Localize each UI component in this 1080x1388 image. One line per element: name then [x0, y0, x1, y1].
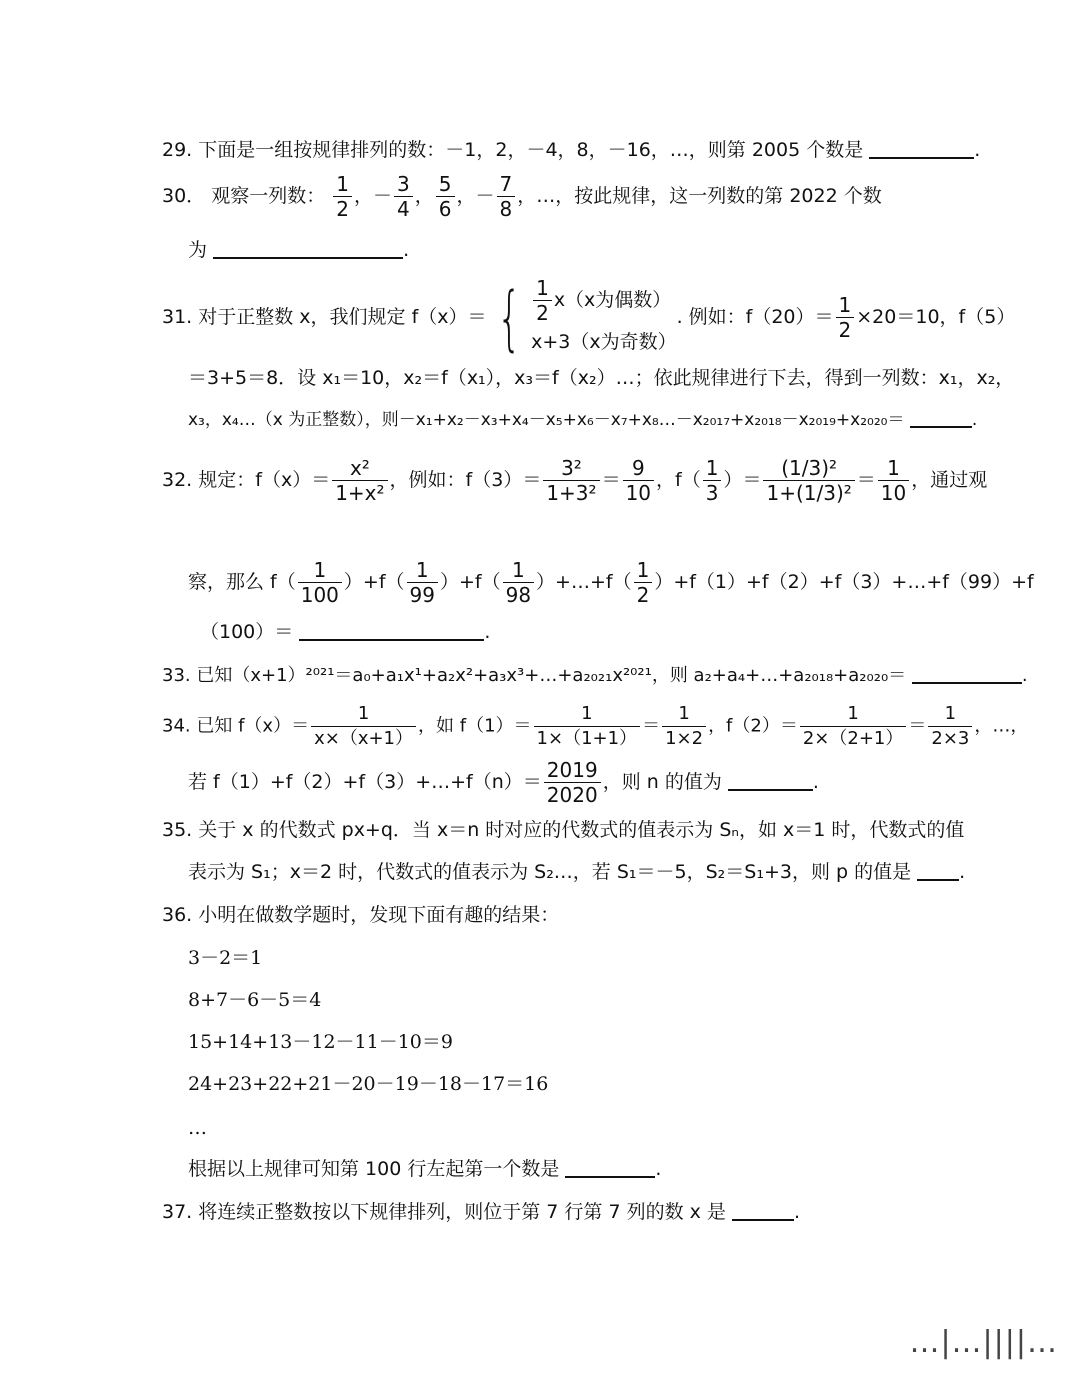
- question-number: 33.: [162, 665, 191, 686]
- answer-blank[interactable]: [917, 861, 959, 881]
- pattern-row: …: [188, 1117, 207, 1139]
- answer-blank[interactable]: [299, 621, 484, 641]
- question-32: 32. 规定：f（x）＝ $\frac{\text{x²}}{\text{1+x²}}$ ，例如：f（3）＝ $\frac{\text{3²}}{\text{1+3²}}$ ＝ $\frac{9}{10}$ ，f（ $\frac{1}{3}$ ）＝ $\frac{\text{(1/3)²}}{\text{1+(1/3)²}}$ ＝ $\frac{1}{10}$ ，通过观: [162, 456, 988, 505]
- fraction: $\frac{7}{8}$: [497, 172, 516, 221]
- question-31-line3: x₃，x₄…（x 为正整数），则－x₁+x₂－x₃+x₄－x₅+x₆－x₇+x₈…－x₂₀₁₇+x₂₀₁₈－x₂₀₁₉+x₂₀₂₀＝ .: [188, 410, 978, 430]
- question-number: 30．: [162, 185, 206, 207]
- fraction: $\frac{3}{4}$: [394, 172, 413, 221]
- pattern-row: 3－2＝1: [188, 947, 263, 969]
- question-35: 35. 关于 x 的代数式 px+q．当 x＝n 时对应的代数式的值表示为 Sₙ，如 x＝1 时，代数式的值: [162, 819, 965, 841]
- answer-blank[interactable]: [565, 1158, 655, 1178]
- question-number: 34.: [162, 715, 191, 737]
- question-33: 33. 已知（x+1）²⁰²¹＝a₀+a₁x¹+a₂x²+a₃x³+…+a₂₀₂₁x²⁰²¹，则 a₂+a₄+…+a₂₀₁₈+a₂₀₂₀＝ .: [162, 665, 1028, 686]
- question-37: 37. 将连续正整数按以下规律排列，则位于第 7 行第 7 列的数 x 是 .: [162, 1201, 801, 1223]
- answer-blank[interactable]: [728, 771, 813, 791]
- question-36: 36. 小明在做数学题时，发现下面有趣的结果：: [162, 904, 560, 926]
- question-32-line2: 察，那么 f（ $\frac{1}{100}$ ）+f（ $\frac{1}{99}$ ）+f（ $\frac{1}{98}$ ）+…+f（ $\frac{1}{2}$ ）+f（1）+f（2）+f（3）+…+f（99）+f: [188, 558, 1034, 607]
- answer-blank[interactable]: [912, 664, 1022, 684]
- question-31-line2: ＝3+5＝8．设 x₁＝10，x₂＝f（x₁），x₃＝f（x₂）…；依此规律进行下去，得到一列数：x₁，x₂，: [188, 367, 1015, 389]
- question-number: 37.: [162, 1201, 193, 1223]
- question-text: 下面是一组按规律排列的数：－1，2，－4，8，－16，…，则第 2005 个数是: [198, 139, 864, 161]
- question-30: 30． 观察一列数： $\frac{1}{2}$ ，－ $\frac{3}{4}$ ， $\frac{5}{6}$ ，－ $\frac{7}{8}$ ，…，按此规律，这一列数的第 2022 个数: [162, 172, 882, 221]
- fraction: $\frac{5}{6}$: [436, 172, 455, 221]
- question-30-line2: 为 .: [188, 239, 410, 261]
- answer-blank[interactable]: [869, 139, 974, 159]
- question-31: 31. 对于正整数 x，我们规定 f（x）＝ { $\frac{1}{2}$ x（x为偶数） x+3（x为奇数） . 例如：f（20）＝ $\frac{1}{2}$ ×20＝10，f（5）: [162, 276, 1016, 359]
- left-brace: {: [496, 276, 522, 359]
- question-number: 32.: [162, 469, 193, 491]
- answer-blank[interactable]: [732, 1201, 794, 1221]
- watermark-mark: …|…||||…: [909, 1325, 1058, 1360]
- pattern-row: 24+23+22+21－20－19－18－17＝16: [188, 1073, 549, 1095]
- question-number: 31.: [162, 306, 193, 328]
- answer-blank[interactable]: [910, 408, 972, 428]
- answer-blank[interactable]: [213, 239, 403, 259]
- piecewise-cases: $\frac{1}{2}$ x（x为偶数） x+3（x为奇数）: [531, 276, 677, 353]
- fraction: $\frac{1}{2}$: [333, 172, 352, 221]
- question-36-ask: 根据以上规律可知第 100 行左起第一个数是 .: [188, 1158, 662, 1180]
- fraction: $\frac{1}{2}$: [836, 293, 855, 342]
- pattern-row: 8+7－6－5＝4: [188, 989, 322, 1011]
- pattern-row: 15+14+13－12－11－10＝9: [188, 1031, 453, 1053]
- question-32-line3: （100）＝ .: [200, 621, 491, 643]
- question-34-line2: 若 f（1）+f（2）+f（3）+…+f（n）＝ $\frac{2019}{2020}$ ，则 n 的值为 .: [188, 758, 819, 807]
- question-29: 29. 下面是一组按规律排列的数：－1，2，－4，8，－16，…，则第 2005 个数是 .: [162, 139, 981, 161]
- question-35-line2: 表示为 S₁；x＝2 时，代数式的值表示为 S₂…，若 S₁＝－5，S₂＝S₁+3，则 p 的值是 .: [188, 861, 966, 883]
- question-number: 35.: [162, 819, 193, 841]
- question-number: 29.: [162, 139, 193, 161]
- question-number: 36.: [162, 904, 193, 926]
- question-34: 34. 已知 f（x）＝ $\frac{1}{x\times(x+1)}$ ，如 f（1）＝ $\frac{1}{1\times(1+1)}$ ＝ $\frac{1}{1\times 2}$ ，f（2）＝ $\frac{1}{2\times(2+1)}$ ＝ $\frac{1}{2\times 3}$ ，…，: [162, 703, 1029, 749]
